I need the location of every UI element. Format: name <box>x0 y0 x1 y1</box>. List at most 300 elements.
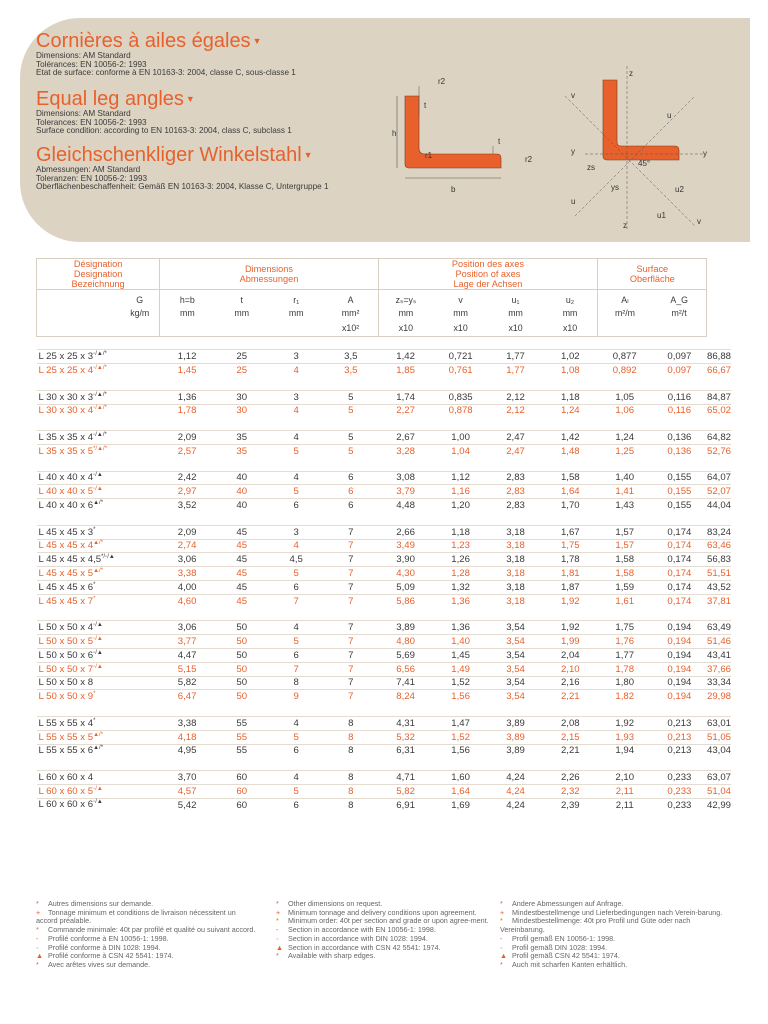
value-cell: 1,36 <box>433 621 488 635</box>
header-cell: x10 <box>378 320 433 337</box>
designation-text: L 40 x 40 x 6 <box>38 500 94 512</box>
header-cell: mm <box>453 308 468 319</box>
group-gap <box>37 608 732 621</box>
value-cell: 3,18 <box>488 567 543 581</box>
value-cell: 3,89 <box>488 716 543 730</box>
header-cell <box>269 320 324 337</box>
footnote-item <box>36 909 256 926</box>
value-cell: 5,86 <box>378 594 433 607</box>
footnote-text: Section in accordance with EN 10056-1: 1998. <box>288 925 436 935</box>
value-cell: 50 <box>214 676 269 690</box>
footnote-marker: ◦ <box>36 942 39 952</box>
spec-line: Toleranzen: EN 10056-2: 1993 <box>36 173 148 183</box>
designation-text: L 55 x 55 x 4 <box>38 717 94 729</box>
value-cell: 0,174 <box>652 539 707 553</box>
value-cell: 2,09 <box>160 525 215 539</box>
footnote-marker: * <box>276 899 279 908</box>
value-cell: 3,54 <box>488 621 543 635</box>
value-cell: 8 <box>323 716 378 730</box>
header-cell <box>120 320 159 337</box>
value-cell: 37,81 <box>706 595 731 607</box>
value-cell: 45 <box>214 567 269 581</box>
table-row <box>37 404 732 417</box>
designation-text: L 35 x 35 x 5 <box>38 445 94 457</box>
value-cell: 0,097 <box>652 350 707 364</box>
header-cell: x10 <box>433 320 488 337</box>
gap-cell <box>37 458 707 471</box>
value-cell: 42,99 <box>706 799 731 811</box>
spec-line: Abmessungen: AM Standard <box>36 165 141 174</box>
value-cell: 7 <box>323 648 378 662</box>
value-cell: 3,06 <box>160 621 215 635</box>
header-cell <box>598 320 652 337</box>
header-cell <box>37 307 121 320</box>
value-cell: 1,12 <box>433 471 488 485</box>
header-cell: G <box>120 290 159 307</box>
value-cell: 1,78 <box>598 662 652 676</box>
designation-cell <box>37 580 160 594</box>
value-cell: 2,09 <box>160 431 215 445</box>
value-cell: 3,18 <box>488 594 543 607</box>
value-cell: 0,097 <box>652 364 707 377</box>
diagram-label: u2 <box>675 185 684 194</box>
value-cell: 6 <box>323 499 378 512</box>
value-cell: 2,11 <box>598 798 652 811</box>
designation-text: L 60 x 60 x 4 <box>38 772 94 784</box>
value-cell: 37,66 <box>706 663 731 675</box>
value-cell: 3,77 <box>160 635 215 649</box>
value-cell: 2,39 <box>543 798 598 811</box>
footnote-marker: + <box>500 907 505 917</box>
value-cell: 5,32 <box>378 730 433 744</box>
value-cell: 3 <box>269 390 324 404</box>
header-cell: mm <box>543 307 598 320</box>
table-row <box>37 485 732 499</box>
footnote-text: Profilé conforme à EN 10056-1: 1998. <box>48 933 169 943</box>
value-cell: 1,58 <box>598 553 652 567</box>
designation-text: L 50 x 50 x 5 <box>38 636 94 648</box>
value-cell: 1,92 <box>598 716 652 730</box>
value-cell: 63,49 <box>706 622 731 634</box>
value-cell: 1,77 <box>488 364 543 377</box>
value-cell: 60 <box>214 771 269 785</box>
value-cell: 1,57 <box>598 539 652 553</box>
value-cell: 8,24 <box>378 690 433 703</box>
value-cell: 4 <box>269 364 324 377</box>
diagram-label: v <box>697 217 701 226</box>
value-cell: 45 <box>214 553 269 567</box>
designation-text: L 50 x 50 x 7 <box>38 663 94 675</box>
designation-cell <box>37 525 160 539</box>
header-cell <box>160 320 215 337</box>
value-cell: 40 <box>214 485 269 499</box>
value-cell: 1,82 <box>598 690 652 703</box>
footnote-marker: * <box>500 916 503 926</box>
footnote-text: Profil gemäß DIN 1028: 1994. <box>512 942 608 952</box>
value-cell: 0,233 <box>652 771 707 785</box>
diagram-label: z <box>623 221 627 230</box>
value-cell: 2,08 <box>543 716 598 730</box>
value-cell: 40 <box>214 471 269 485</box>
value-cell: 7 <box>323 594 378 607</box>
value-cell: 5 <box>269 567 324 581</box>
value-cell: 1,56 <box>433 690 488 703</box>
designation-text: L 50 x 50 x 6 <box>38 649 94 661</box>
designation-text: L 35 x 35 x 4 <box>38 432 94 444</box>
header-cell: x10 <box>543 320 598 337</box>
designation-cell <box>37 744 160 757</box>
footnote-item <box>500 917 730 934</box>
value-cell: 3,54 <box>488 676 543 690</box>
designation-cell <box>37 648 160 662</box>
footnote-text: Autres dimensions sur demande. <box>48 899 154 908</box>
availability-marks: */◦/▲ <box>101 554 115 561</box>
value-cell: 7 <box>269 594 324 607</box>
value-cell: 64,07 <box>706 472 731 484</box>
value-cell: 1,78 <box>160 404 215 417</box>
value-cell: 2,32 <box>543 784 598 798</box>
value-cell: 1,80 <box>598 676 652 690</box>
value-cell: 1,76 <box>598 635 652 649</box>
title-fr: Cornières à ailes égales ▼ <box>36 30 262 52</box>
value-cell: 1,75 <box>598 621 652 635</box>
value-cell: 1,28 <box>433 567 488 581</box>
availability-marks: ◦/▲/* <box>93 405 107 412</box>
value-cell: 7 <box>323 690 378 703</box>
group-gap <box>37 512 732 525</box>
table-row <box>37 676 732 690</box>
value-cell: 52,76 <box>706 445 731 457</box>
value-cell: 4,30 <box>378 567 433 581</box>
value-cell: 0,835 <box>433 390 488 404</box>
availability-marks: ◦/▲ <box>93 622 103 629</box>
value-cell: 55 <box>214 730 269 744</box>
table-row <box>37 350 732 364</box>
value-cell: 1,58 <box>543 471 598 485</box>
value-cell: 8 <box>323 771 378 785</box>
gap-cell <box>37 336 707 350</box>
diagram-label: ys <box>611 183 619 192</box>
value-cell: 7 <box>323 553 378 567</box>
header-cell: m²/t <box>652 307 707 320</box>
value-cell: 3,18 <box>488 525 543 539</box>
value-cell: 4,24 <box>488 798 543 811</box>
footnote-text: Profil gemäß CSN 42 5541: 1974. <box>512 951 620 961</box>
value-cell: 3,08 <box>378 471 433 485</box>
value-cell: 1,56 <box>433 744 488 757</box>
value-cell: 4,31 <box>378 716 433 730</box>
table-header <box>37 259 732 337</box>
availability-marks: ◦/▲/* <box>93 391 107 398</box>
value-cell: 3,52 <box>160 499 215 512</box>
value-cell: 1,23 <box>433 539 488 553</box>
footnote-text: Profil gemäß EN 10056-1: 1998. <box>512 933 616 943</box>
value-cell: 3,18 <box>488 539 543 553</box>
value-cell: 2,97 <box>160 485 215 499</box>
header-row <box>37 290 732 307</box>
group-gap <box>37 757 732 770</box>
diagram-label: y <box>571 147 575 156</box>
designation-text: L 25 x 25 x 4 <box>38 365 94 377</box>
designation-cell <box>37 690 160 703</box>
value-cell: 4,00 <box>160 580 215 594</box>
designation-text: L 45 x 45 x 5 <box>38 568 94 580</box>
footnote-text: Minimum tonnage and delivery conditions upon agreement. <box>288 907 477 917</box>
value-cell: 1,18 <box>433 525 488 539</box>
designation-cell <box>37 730 160 744</box>
value-cell: 2,83 <box>488 485 543 499</box>
table-row <box>37 648 732 662</box>
table-row <box>37 690 732 703</box>
footnote-text: Other dimensions on request. <box>288 899 383 908</box>
value-cell: 0,761 <box>433 364 488 377</box>
value-cell: 84,87 <box>706 391 731 403</box>
section-properties-table <box>36 258 731 824</box>
value-cell: 86,88 <box>706 351 731 363</box>
spec-line: Tolérances: EN 10056-2: 1993 <box>36 59 147 69</box>
value-cell: 1,57 <box>598 525 652 539</box>
designation-text: L 45 x 45 x 7 <box>38 595 94 607</box>
value-cell: 1,06 <box>598 404 652 417</box>
designation-cell <box>37 404 160 417</box>
value-cell: 60 <box>214 798 269 811</box>
designation-cell <box>37 716 160 730</box>
value-cell: 1,25 <box>598 444 652 457</box>
value-cell: 3,90 <box>378 553 433 567</box>
value-cell: 2,57 <box>160 444 215 457</box>
designation-text: L 40 x 40 x 5 <box>38 486 94 498</box>
header-cell <box>37 320 121 337</box>
value-cell: 1,08 <box>543 364 598 377</box>
value-cell: 5,69 <box>378 648 433 662</box>
designation-text: L 45 x 45 x 4 <box>38 540 94 552</box>
value-cell: 5,82 <box>378 784 433 798</box>
spec-line: Etat de surface: conforme à EN 10163-3: 2004, classe C, sous-classe 1 <box>36 68 296 77</box>
value-cell: 45 <box>214 580 269 594</box>
value-cell: 4 <box>269 471 324 485</box>
designation-text: L 30 x 30 x 4 <box>38 405 94 417</box>
value-cell: 1,99 <box>543 635 598 649</box>
value-cell: 1,18 <box>543 390 598 404</box>
value-cell: 1,41 <box>598 485 652 499</box>
value-cell: 4,24 <box>488 784 543 798</box>
footnotes-de <box>500 900 730 970</box>
footnote-text: Mindestbestellmenge: 40t pro Profil und Güte oder nach Vereinbarung. <box>500 916 691 935</box>
value-cell: 83,24 <box>706 526 731 538</box>
footnote-marker: * <box>36 959 39 969</box>
value-cell: 1,70 <box>543 499 598 512</box>
availability-marks: * <box>93 526 96 533</box>
value-cell: 1,77 <box>598 648 652 662</box>
value-cell: 7,41 <box>378 676 433 690</box>
table-row <box>37 635 732 649</box>
value-cell: 6,31 <box>378 744 433 757</box>
value-cell: 56,83 <box>706 554 731 566</box>
footnote-text: Andere Abmessungen auf Anfrage. <box>512 899 624 908</box>
designation-cell <box>37 444 160 457</box>
table-row <box>37 539 732 553</box>
value-cell: 2,21 <box>543 690 598 703</box>
header-cell: A_G <box>652 290 707 307</box>
value-cell: 66,67 <box>706 365 731 377</box>
value-cell: 0,194 <box>652 648 707 662</box>
designation-cell <box>37 798 160 811</box>
value-cell: 3,89 <box>488 730 543 744</box>
header-cell: u₂ <box>543 290 598 307</box>
value-cell: 4,47 <box>160 648 215 662</box>
value-cell: 1,93 <box>598 730 652 744</box>
header-cell: mm <box>288 308 304 319</box>
header-cell: mm² <box>323 307 378 320</box>
value-cell: 0,174 <box>652 553 707 567</box>
footnote-text: Profilé conforme à CSN 42 5541: 1974. <box>48 951 174 961</box>
value-cell: 63,46 <box>706 540 731 552</box>
value-cell: 2,26 <box>543 771 598 785</box>
value-cell: 5 <box>323 390 378 404</box>
designation-cell <box>37 390 160 404</box>
footnote-marker: * <box>276 951 279 961</box>
header-cell: mm <box>234 308 250 319</box>
value-cell: 0,194 <box>652 690 707 703</box>
header-cell <box>652 320 707 337</box>
value-cell: 6 <box>269 798 324 811</box>
table-row <box>37 662 732 676</box>
header-cell: mm <box>508 308 523 319</box>
availability-marks: * <box>93 581 96 588</box>
value-cell: 1,92 <box>543 594 598 607</box>
value-cell: 1,05 <box>598 390 652 404</box>
value-cell: 8 <box>323 798 378 811</box>
diagram-label: 45° <box>638 159 651 168</box>
header-cell: h=b <box>160 290 215 307</box>
value-cell: 2,10 <box>598 771 652 785</box>
value-cell: 4,48 <box>378 499 433 512</box>
value-cell: 2,16 <box>543 676 598 690</box>
designation-cell <box>37 621 160 635</box>
header-cell <box>214 320 269 337</box>
availability-marks: ◦/▲ <box>93 799 103 806</box>
title-en: Equal leg angles ▼ <box>36 88 195 110</box>
value-cell: 8 <box>323 744 378 757</box>
value-cell: 5 <box>323 431 378 445</box>
value-cell: 50 <box>214 648 269 662</box>
table-row <box>37 798 732 811</box>
designation-cell <box>37 499 160 512</box>
value-cell: 1,94 <box>598 744 652 757</box>
value-cell: 44,04 <box>706 500 731 512</box>
value-cell: 1,60 <box>433 771 488 785</box>
availability-marks: ◦/▲ <box>93 785 103 792</box>
value-cell: 0,155 <box>652 499 707 512</box>
availability-marks: ◦/▲ <box>93 635 103 642</box>
value-cell: 55 <box>214 716 269 730</box>
value-cell: 0,213 <box>652 716 707 730</box>
value-cell: 2,10 <box>543 662 598 676</box>
table-row <box>37 580 732 594</box>
value-cell: 4,5 <box>269 553 324 567</box>
designation-cell <box>37 553 160 567</box>
value-cell: 7 <box>323 580 378 594</box>
value-cell: 0,878 <box>433 404 488 417</box>
value-cell: 55 <box>214 744 269 757</box>
diagram-label: zs <box>587 163 595 172</box>
value-cell: 50 <box>214 690 269 703</box>
value-cell: 1,52 <box>433 730 488 744</box>
table-row <box>37 771 732 785</box>
angle-section-diagram <box>375 56 715 236</box>
header-row <box>37 320 732 337</box>
value-cell: 3,06 <box>160 553 215 567</box>
value-cell: 6 <box>323 471 378 485</box>
value-cell: 0,174 <box>652 594 707 607</box>
value-cell: 1,12 <box>160 350 215 364</box>
diagram-label: r1 <box>425 151 433 160</box>
table-row <box>37 784 732 798</box>
footnote-text: Mindestbestellmenge und Lieferbedingungen nach Verein-barung. <box>512 907 723 917</box>
designation-cell <box>37 485 160 499</box>
value-cell: 1,45 <box>160 364 215 377</box>
designation-text: L 50 x 50 x 9 <box>38 691 94 703</box>
value-cell: 1,00 <box>433 431 488 445</box>
value-cell: 0,233 <box>652 798 707 811</box>
footnote-marker: ▲ <box>36 951 44 961</box>
value-cell: 5 <box>323 404 378 417</box>
header-fr <box>36 30 296 78</box>
table-row <box>37 716 732 730</box>
footnote-marker: ◦ <box>500 942 503 952</box>
availability-marks: * <box>93 717 96 724</box>
footnote-marker: * <box>276 916 279 926</box>
group-gap <box>37 377 732 390</box>
table-row <box>37 744 732 757</box>
value-cell: 4,60 <box>160 594 215 607</box>
value-cell: 6 <box>269 744 324 757</box>
value-cell: 5,09 <box>378 580 433 594</box>
designation-text: L 25 x 25 x 3 <box>38 351 94 363</box>
value-cell: 5,15 <box>160 662 215 676</box>
value-cell: 7 <box>323 539 378 553</box>
header-cell: mm <box>160 307 215 320</box>
value-cell: 2,15 <box>543 730 598 744</box>
value-cell: 6 <box>269 648 324 662</box>
value-cell: 1,40 <box>598 471 652 485</box>
value-cell: 3,54 <box>488 648 543 662</box>
availability-marks: ◦/▲/* <box>93 364 107 371</box>
header-en <box>36 88 292 136</box>
value-cell: 30 <box>214 404 269 417</box>
diagram-label: y <box>703 149 707 158</box>
diagram-label: b <box>451 185 456 194</box>
col-group-designation: Désignation Designation Bezeichnung <box>37 259 160 290</box>
value-cell: 1,87 <box>543 580 598 594</box>
gap-cell <box>37 811 707 824</box>
value-cell: 45 <box>214 594 269 607</box>
value-cell: 1,16 <box>433 485 488 499</box>
header-cell: r₁ <box>293 295 300 306</box>
designation-cell <box>37 771 160 785</box>
spec-line: Dimensions: AM Standard <box>36 51 131 60</box>
value-cell: 4 <box>269 404 324 417</box>
value-cell: 5,42 <box>160 798 215 811</box>
value-cell: 2,47 <box>488 431 543 445</box>
value-cell: 1,24 <box>598 431 652 445</box>
value-cell: 0,721 <box>433 350 488 364</box>
col-group-surface: Surface Oberfläche <box>598 259 707 290</box>
diagram-label: r2 <box>525 155 533 164</box>
value-cell: 0,116 <box>652 390 707 404</box>
diagram-label: v <box>571 91 575 100</box>
value-cell: 1,52 <box>433 676 488 690</box>
